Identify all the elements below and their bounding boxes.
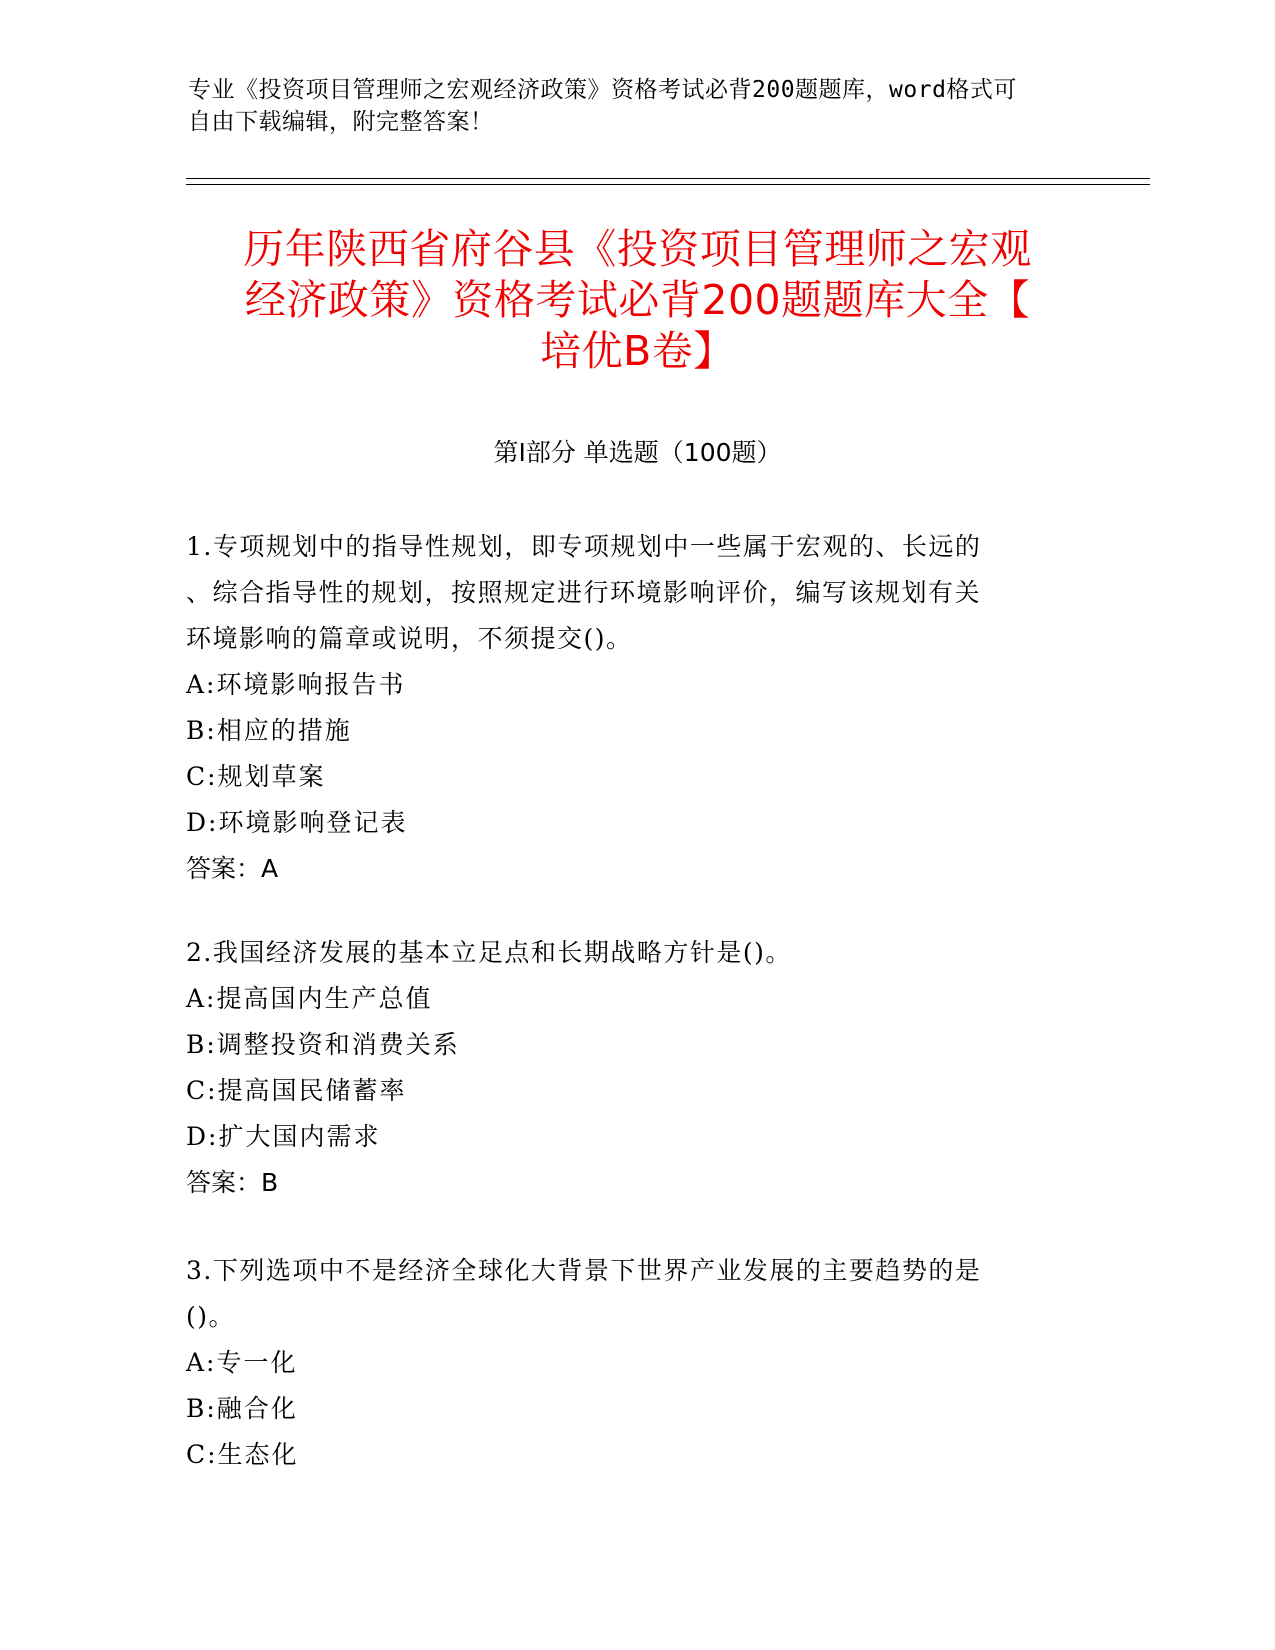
- header-rule-top: [186, 178, 1150, 179]
- question-1: [186, 524, 1066, 892]
- option-b: B:相应的措施: [186, 716, 352, 745]
- option-c: C:生态化: [186, 1440, 299, 1469]
- title-line-1: 历年陕西省府谷县《投资项目管理师之宏观: [243, 225, 1032, 273]
- option-c: C:规划草案: [186, 762, 326, 791]
- title-line-2: 经济政策》资格考试必背200题题库大全【: [244, 276, 1031, 324]
- answer: 答案：A: [186, 854, 279, 883]
- option-d: D:环境影响登记表: [186, 808, 408, 837]
- question-stem-line: ()。: [186, 1302, 236, 1331]
- option-b: B:融合化: [186, 1394, 298, 1423]
- option-a: A:环境影响报告书: [186, 670, 406, 699]
- question-stem-line: 3.下列选项中不是经济全球化大背景下世界产业发展的主要趋势的是: [186, 1256, 982, 1285]
- title-line-3: 培优B卷】: [540, 327, 735, 375]
- option-a: A:专一化: [186, 1348, 298, 1377]
- option-a: A:提高国内生产总值: [186, 984, 433, 1013]
- option-d: D:扩大国内需求: [186, 1122, 381, 1151]
- question-stem-line: 2.我国经济发展的基本立足点和长期战略方针是()。: [186, 938, 792, 967]
- question-stem-line: 环境影响的篇章或说明，不须提交()。: [186, 624, 633, 653]
- header-rule-bottom: [186, 184, 1150, 185]
- section-heading: 第Ⅰ部分 单选题（100题）: [493, 438, 782, 467]
- option-b: B:调整投资和消费关系: [186, 1030, 460, 1059]
- answer: 答案：B: [186, 1168, 279, 1197]
- header-note-line-1: 专业《投资项目管理师之宏观经济政策》资格考试必背200题题库，word格式可: [188, 77, 1017, 103]
- document-title: [150, 224, 1125, 377]
- option-c: C:提高国民储蓄率: [186, 1076, 407, 1105]
- question-stem-line: 、综合指导性的规划，按照规定进行环境影响评价，编写该规划有关: [186, 578, 982, 607]
- question-stem-line: 1.专项规划中的指导性规划，即专项规划中一些属于宏观的、长远的: [186, 532, 982, 561]
- header-note-line-2: 自由下载编辑，附完整答案！: [188, 109, 494, 135]
- question-3: [186, 1248, 1066, 1478]
- question-2: [186, 930, 1066, 1206]
- header-note: [188, 74, 1088, 138]
